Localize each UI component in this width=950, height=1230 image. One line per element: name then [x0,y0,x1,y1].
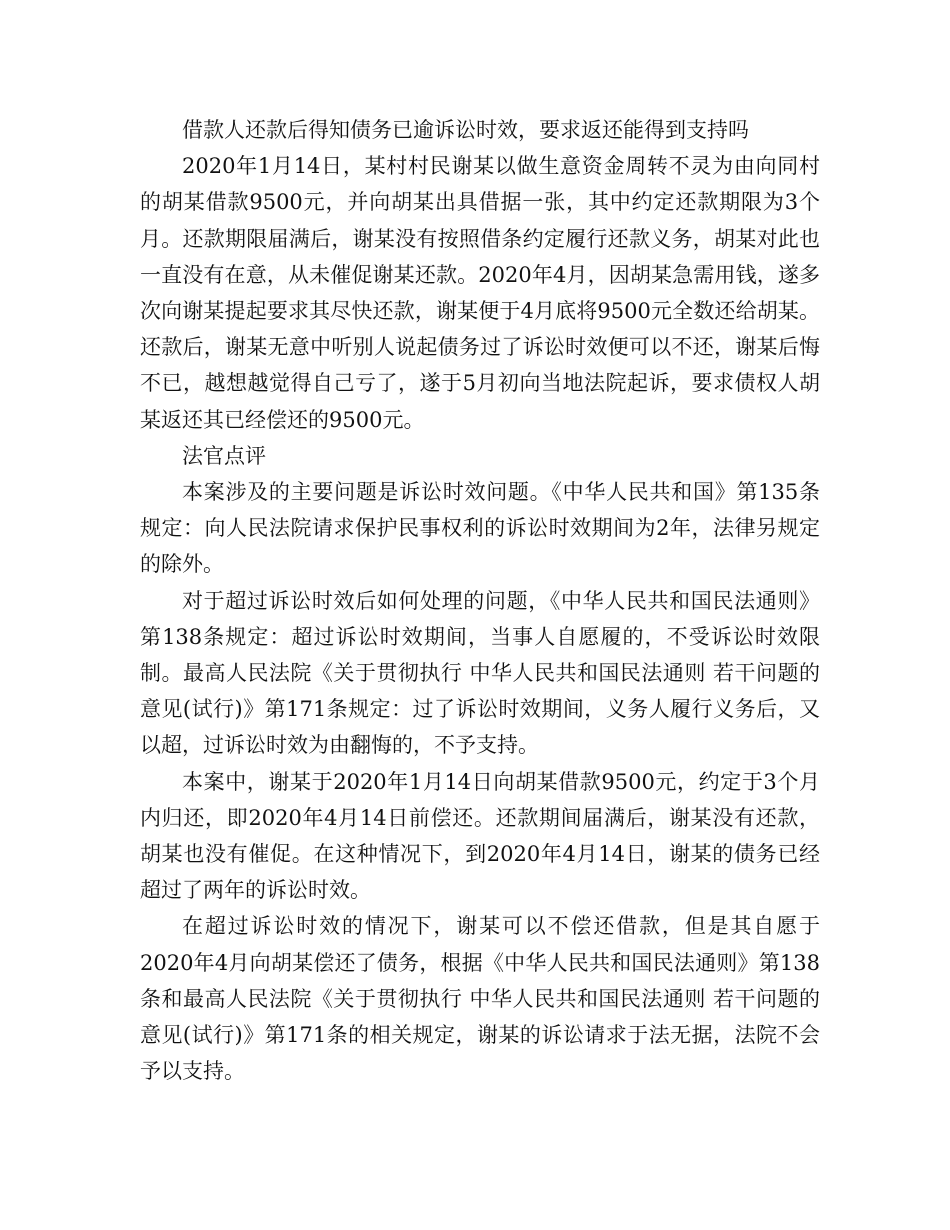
comment-paragraph-2: 对于超过诉讼时效后如何处理的问题，《中华人民共和国民法通则》第138条规定：超过诉讼时效期间，当事人自愿履的，不受诉讼时效限制。最高人民法院《关于贯彻执行 中华人民共和国民法通则 若干问题的意见(试行)》第171条规定：过了诉讼时效期间，义务人履行义务后，又以超，过诉讼时效为由翻悔的，不予支持。 [140,588,820,758]
document-title: 借款人还款后得知债务已逾诉讼时效，要求返还能得到支持吗 [182,118,749,142]
case-paragraph: 2020年1月14日，某村村民谢某以做生意资金周转不灵为由向同村的胡某借款9500元，并向胡某出具借据一张，其中约定还款期限为3个月。还款期限届满后，谢某没有按照借条约定履行还款义务，胡某对此也一直没有在意，从未催促谢某还款。2020年4月，因胡某急需用钱，遂多次向谢某提起要求其尽快还款，谢某便于4月底将9500元全数还给胡某。还款后，谢某无意中听别人说起债务过了诉讼时效便可以不还，谢某后悔不已，越想越觉得自己亏了，遂于5月初向当地法院起诉，要求债权人胡某返还其已经偿还的9500元。 [140,154,820,432]
comment-paragraph-3: 本案中，谢某于2020年1月14日向胡某借款9500元，约定于3个月内归还，即2020年4月14日前偿还。还款期间届满后，谢某没有还款，胡某也没有催促。在这种情况下，到2020年4月14日，谢某的债务已经超过了两年的诉讼时效。 [140,769,820,903]
document-body [140,112,820,1089]
comment-paragraph-4: 在超过诉讼时效的情况下，谢某可以不偿还借款，但是其自愿于2020年4月向胡某偿还了债务，根据《中华人民共和国民法通则》第138条和最高人民法院《关于贯彻执行 中华人民共和国民法通则 若干问题的意见(试行)》第171条的相关规定，谢某的诉讼请求于法无据，法院不会予以支持。 [140,914,820,1084]
section-heading: 法官点评 [182,443,266,468]
comment-paragraph-1: 本案涉及的主要问题是诉讼时效问题。《中华人民共和国》第135条规定：向人民法院请求保护民事权利的诉讼时效期间为2年，法律另规定的除外。 [140,480,820,577]
